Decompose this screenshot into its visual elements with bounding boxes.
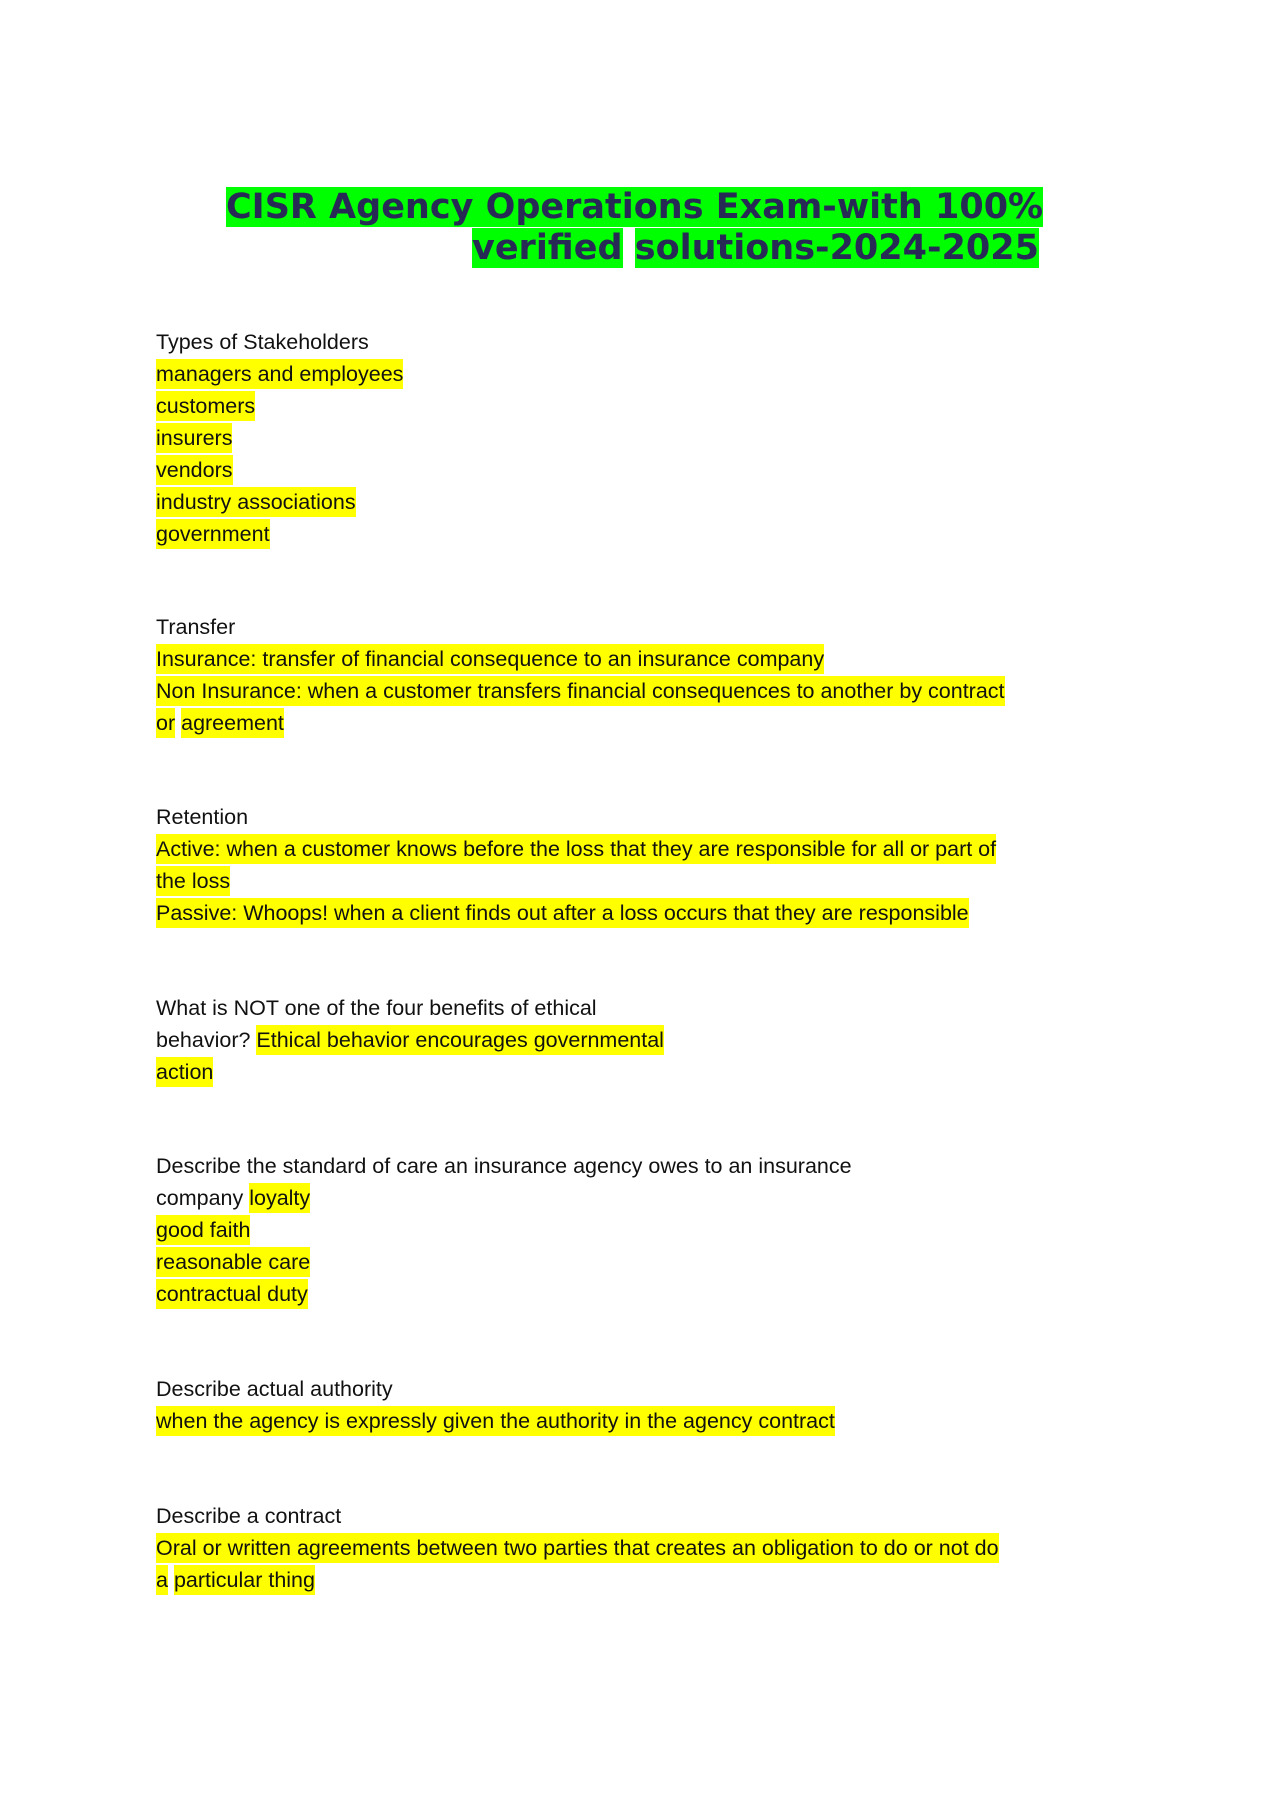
answer-line [156,486,403,518]
highlighted-answer-text: contractual duty [156,1279,308,1309]
highlighted-answer-text: Ethical behavior encourages governmental [256,1025,664,1055]
highlighted-answer-text: Insurance: transfer of financial consequence to an insurance company [156,644,824,674]
answer-line [156,1214,852,1246]
answer-line [156,643,1005,675]
highlighted-answer-text: industry associations [156,487,356,517]
answer-line [156,1182,852,1214]
question-text: Retention [156,805,249,829]
qa-section [156,1373,835,1437]
qa-section [156,801,996,929]
highlighted-answer-text: managers and employees [156,359,403,389]
question-line [156,326,403,358]
qa-section [156,1500,999,1596]
answer-line [156,454,403,486]
question-line [156,1150,852,1182]
answer-line [156,1024,664,1056]
question-line [156,611,1005,643]
highlighted-answer-text: vendors [156,455,233,485]
answer-line [156,1056,664,1088]
question-text: Transfer [156,615,236,639]
question-text: Describe actual authority [156,1377,393,1401]
answer-line [156,897,996,929]
qa-section [156,992,664,1088]
answer-line [156,1532,999,1564]
answer-line [156,865,996,897]
highlighted-answer-text: customers [156,391,255,421]
question-text: Types of Stakeholders [156,330,369,354]
question-line [156,992,664,1024]
question-text: Describe a contract [156,1504,342,1528]
answer-line [156,1405,835,1437]
title-text: CISR Agency Operations Exam-with 100% [226,187,1044,227]
highlighted-answer-text: particular thing [174,1565,315,1595]
document-title-line-1 [226,187,1280,228]
question-line [156,1373,835,1405]
answer-line [156,518,403,550]
answer-line [156,422,403,454]
highlighted-answer-text: or [156,708,175,738]
highlighted-answer-text: insurers [156,423,232,453]
qa-section [156,326,403,550]
highlighted-answer-text: Passive: Whoops! when a client finds out after a loss occurs that they are responsible [156,898,969,928]
highlighted-answer-text: Non Insurance: when a customer transfers financial consequences to another by contract [156,676,1005,706]
highlighted-answer-text: Active: when a customer knows before the loss that they are responsible for all or part of [156,834,996,864]
answer-line [156,390,403,422]
document-title-line-2 [472,228,1280,269]
question-text: company [156,1186,250,1210]
highlighted-answer-text: loyalty [249,1183,310,1213]
question-text: behavior? [156,1028,257,1052]
answer-line [156,707,1005,739]
highlighted-answer-text: Oral or written agreements between two parties that creates an obligation to do or not do [156,1533,999,1563]
highlighted-answer-text: the loss [156,866,230,896]
highlighted-answer-text: government [156,519,270,549]
answer-line [156,1246,852,1278]
answer-line [156,1278,852,1310]
highlighted-answer-text: reasonable care [156,1247,310,1277]
qa-section [156,1150,852,1310]
highlighted-answer-text: agreement [181,708,284,738]
title-text: verified [472,228,623,268]
highlighted-answer-text: action [156,1057,213,1087]
qa-section [156,611,1005,739]
answer-line [156,1564,999,1596]
answer-line [156,675,1005,707]
highlighted-answer-text: when the agency is expressly given the authority in the agency contract [156,1406,835,1436]
highlighted-answer-text: good faith [156,1215,250,1245]
question-text: Describe the standard of care an insurance agency owes to an insurance [156,1154,852,1178]
answer-line [156,358,403,390]
title-text: solutions-2024-2025 [634,228,1039,268]
question-line [156,801,996,833]
highlighted-answer-text: a [156,1565,168,1595]
question-text: What is NOT one of the four benefits of ethical [156,996,597,1020]
answer-line [156,833,996,865]
question-line [156,1500,999,1532]
